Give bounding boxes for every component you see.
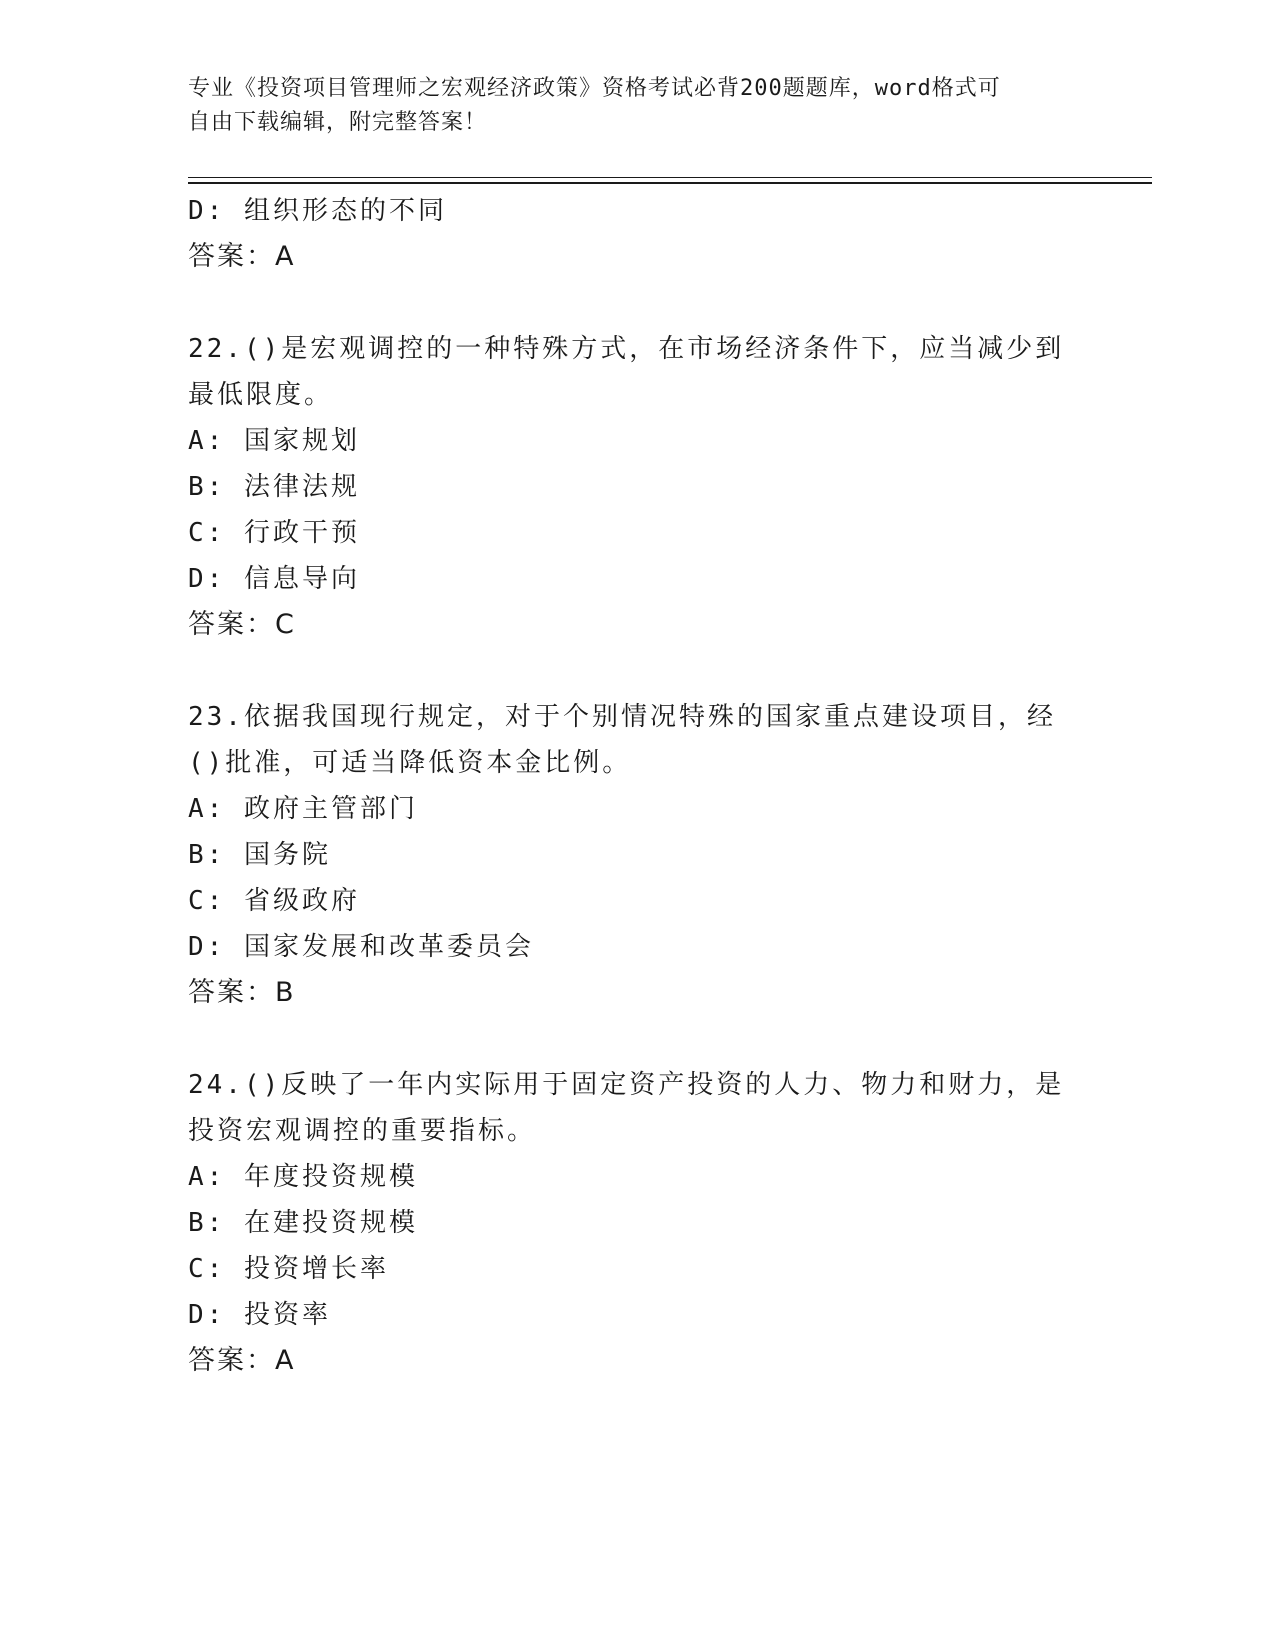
- answer-line: 答案：B: [188, 977, 296, 1008]
- header-line-2: 自由下载编辑，附完整答案！: [188, 110, 488, 135]
- option-d: D: 组织形态的不同: [188, 196, 447, 226]
- option-a: A: 国家规划: [188, 426, 360, 456]
- answer-line: 答案：A: [188, 241, 296, 272]
- option-d: D: 国家发展和改革委员会: [188, 932, 534, 962]
- option-d: D: 信息导向: [188, 564, 360, 594]
- document-header: [188, 72, 1068, 140]
- question-22: [188, 326, 1088, 648]
- spacer: [188, 1016, 1088, 1062]
- header-divider-thin: [188, 177, 1152, 178]
- option-b: B: 在建投资规模: [188, 1208, 418, 1238]
- question-24: [188, 1062, 1088, 1384]
- option-a: A: 政府主管部门: [188, 794, 418, 824]
- question-list: [188, 188, 1088, 1384]
- answer-line: 答案：C: [188, 609, 296, 640]
- question-text: 23.依据我国现行规定，对于个别情况特殊的国家重点建设项目，经()批准，可适当降低资本金比例。: [188, 702, 1056, 778]
- option-c: C: 省级政府: [188, 886, 360, 916]
- option-c: C: 行政干预: [188, 518, 360, 548]
- question-text: 22.()是宏观调控的一种特殊方式，在市场经济条件下，应当减少到最低限度。: [188, 334, 1065, 410]
- question-23: [188, 694, 1088, 1016]
- option-c: C: 投资增长率: [188, 1254, 389, 1284]
- option-d: D: 投资率: [188, 1300, 331, 1330]
- question-text: 24.()反映了一年内实际用于固定资产投资的人力、物力和财力，是投资宏观调控的重要指标。: [188, 1070, 1065, 1146]
- option-a: A: 年度投资规模: [188, 1162, 418, 1192]
- spacer: [188, 280, 1088, 326]
- spacer: [188, 648, 1088, 694]
- answer-line: 答案：A: [188, 1345, 296, 1376]
- header-line-1: 专业《投资项目管理师之宏观经济政策》资格考试必背200题题库，word格式可: [188, 76, 1001, 101]
- option-b: B: 国务院: [188, 840, 331, 870]
- header-divider-thick: [188, 182, 1152, 184]
- option-b: B: 法律法规: [188, 472, 360, 502]
- previous-question-tail: [188, 188, 1088, 280]
